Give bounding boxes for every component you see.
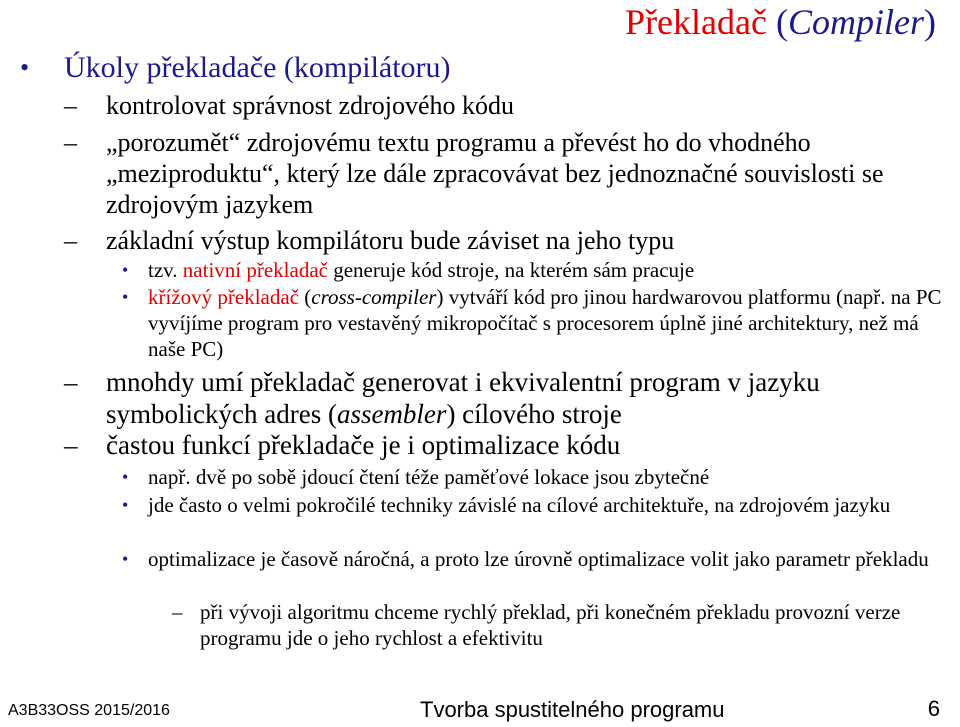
- title-main: Překladač: [625, 2, 767, 42]
- dot-icon: •: [122, 467, 129, 487]
- dash-icon: –: [64, 128, 77, 157]
- item-text: „porozumět“ zdrojovému textu programu a převést ho do vhodného „meziproduktu“, který lze dále zpracovávat bez jednoznačné souvislosti se zdrojovým jazykem: [106, 128, 884, 219]
- assembler-term: assembler: [336, 399, 447, 429]
- item-prefix: tzv.: [148, 258, 183, 282]
- item-text: [106, 366, 906, 430]
- item-paren-open: (: [299, 285, 312, 309]
- title-italic: Compiler: [787, 2, 924, 42]
- native-compiler-term: nativní překladač: [182, 258, 328, 282]
- item-text: [148, 284, 958, 362]
- dot-icon: •: [122, 260, 129, 280]
- item-rest: generuje kód stroje, na kterém sám pracuje: [327, 258, 695, 282]
- footer-course: A3B33OSS 2015/2016: [8, 702, 170, 719]
- item-text: [148, 257, 958, 283]
- title-paren-open: (: [766, 2, 788, 42]
- dash-icon: –: [64, 430, 78, 460]
- dash-icon: –: [64, 91, 77, 120]
- cross-compiler-italic: cross-compiler: [311, 285, 437, 309]
- title-paren-close: ): [924, 2, 936, 42]
- item-text: optimalizace je časově náročná, a proto lze úrovně optimalizace volit jako parametr překladu: [148, 547, 929, 571]
- title-sub: [767, 2, 936, 42]
- item-text: např. dvě po sobě jdoucí čtení téže paměťové lokace jsou zbytečné: [148, 465, 710, 489]
- footer-title: Tvorba spustitelného programu: [420, 697, 725, 722]
- item-text: kontrolovat správnost zdrojového kódu: [106, 91, 514, 120]
- heading-text: Úkoly překladače (kompilátoru): [64, 51, 451, 84]
- item-pre: mnohdy umí překladač generovat i ekvivalentní program v jazyku symbolických adres (: [106, 367, 820, 429]
- dot-icon: •: [122, 549, 129, 569]
- bullet-icon: •: [20, 53, 30, 82]
- slide-title: [625, 0, 936, 44]
- item-rest: ) vytváří kód pro jinou hardwarovou platformu (např. na PC vyvíjíme program pro vestavěný mikropočítač s procesorem úplně jiné architektury, než má naše PC): [148, 285, 942, 361]
- item-text: základní výstup kompilátoru bude záviset na jeho typu: [106, 226, 675, 255]
- dash-icon: –: [64, 226, 77, 255]
- dot-icon: •: [122, 287, 129, 307]
- page-number: 6: [927, 696, 940, 721]
- item-text: jde často o velmi pokročilé techniky závislé na cílové architektuře, na zdrojovém jazyku: [148, 493, 891, 517]
- item-post: ) cílového stroje: [446, 399, 622, 429]
- dot-icon: •: [122, 495, 129, 515]
- dash-icon: –: [172, 600, 183, 624]
- item-text: častou funkcí překladače je i optimalizace kódu: [106, 430, 621, 460]
- item-text: při vývoji algoritmu chceme rychlý překlad, při konečném překladu provozní verze programu jde o jeho rychlost a efektivitu: [200, 600, 901, 650]
- cross-compiler-term: křížový překladač: [148, 285, 300, 309]
- dash-icon: –: [64, 367, 78, 397]
